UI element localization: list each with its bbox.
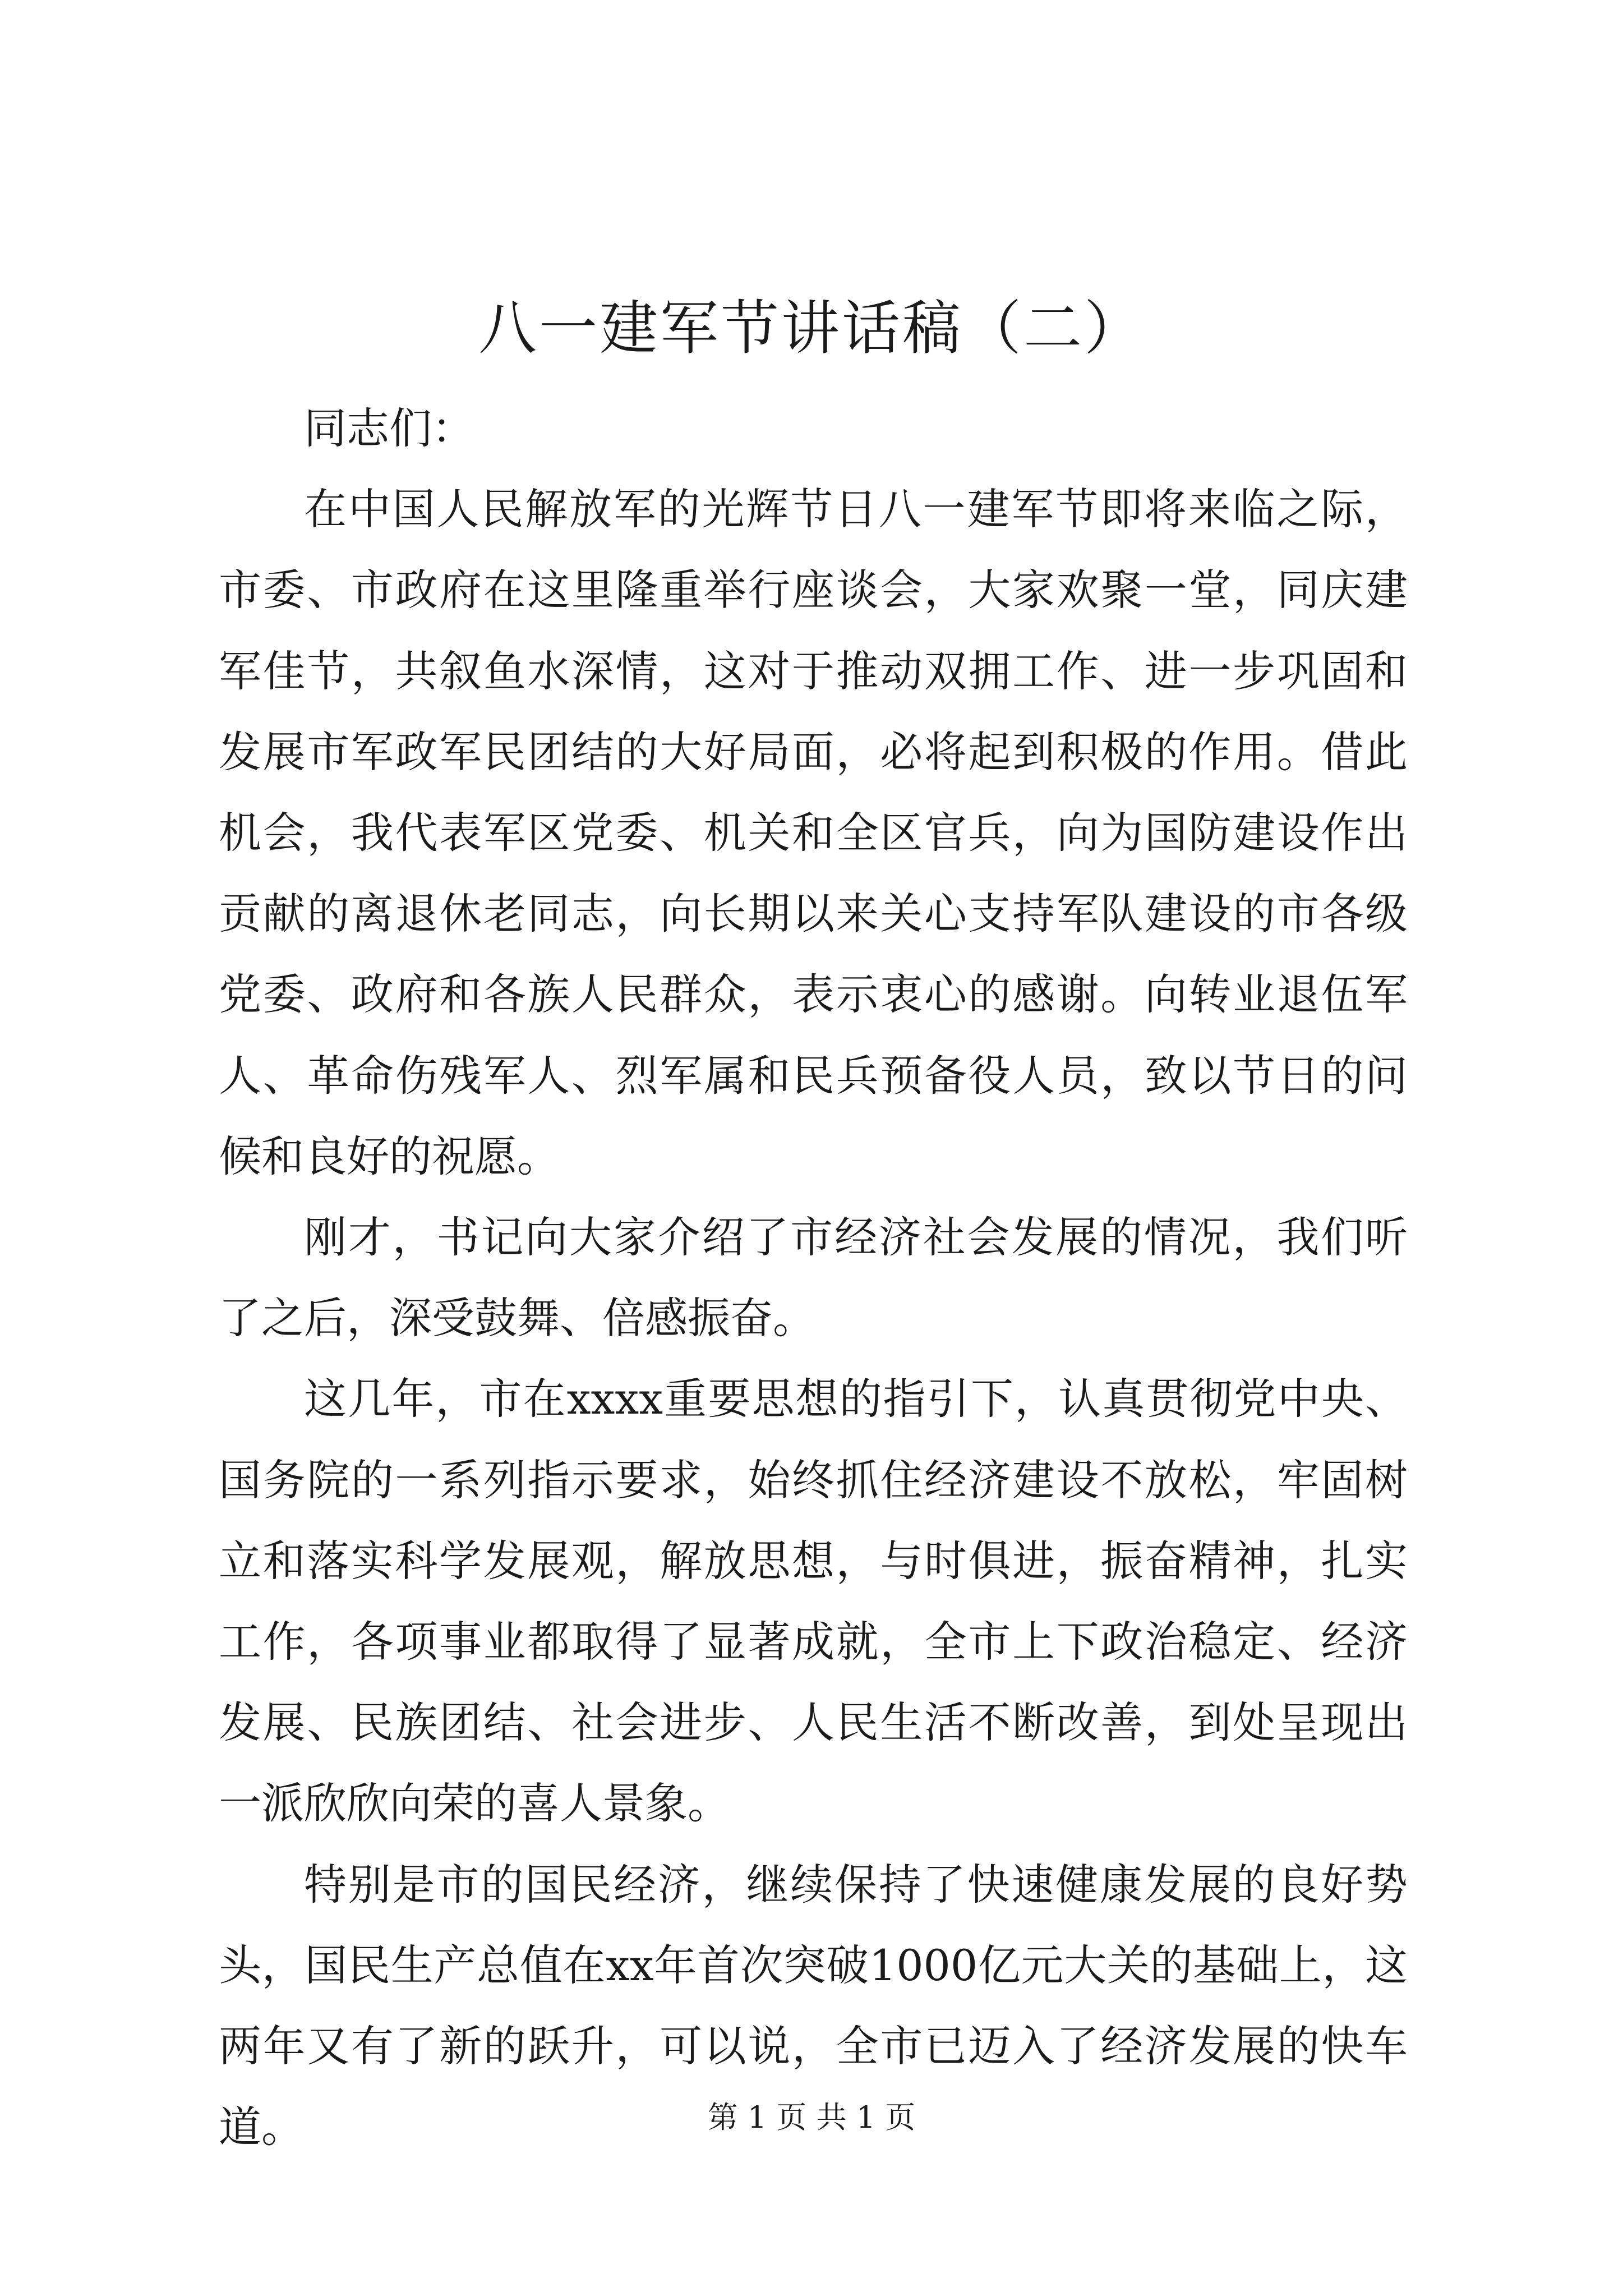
paragraph: 这几年，市在xxxx重要思想的指引下，认真贯彻党中央、国务院的一系列指示要求，始终抓住经济建设不放松，牢固树立和落实科学发展观，解放思想，与时俱进，振奋精神，扎实工作，各项事业都取得了显著成就，全市上下政治稳定、经济发展、民族团结、社会进步、人民生活不断改善，到处呈现出一派欣欣向荣的喜人景象。 xyxy=(219,1374,1408,1829)
salutation: 同志们： xyxy=(304,403,474,453)
page-footer: 第 1 页 共 1 页 xyxy=(707,2100,916,2135)
paragraph: 刚才，书记向大家介绍了市经济社会发展的情况，我们听了之后，深受鼓舞、倍感振奋。 xyxy=(219,1212,1408,1343)
document-body xyxy=(219,388,1408,2168)
paragraph: 在中国人民解放军的光辉节日八一建军节即将来临之际，市委、市政府在这里隆重举行座谈会，大家欢聚一堂，同庆建军佳节，共叙鱼水深情，这对于推动双拥工作、进一步巩固和发展市军政军民团结的大好局面，必将起到积极的作用。借此机会，我代表军区党委、机关和全区官兵，向为国防建设作出贡献的离退休老同志，向长期以来关心支持军队建设的市各级党委、政府和各族人民群众，表示衷心的感谢。向转业退伍军人、革命伤残军人、烈军属和民兵预备役人员，致以节日的问候和良好的祝愿。 xyxy=(219,484,1408,1181)
paragraph: 特别是市的国民经济，继续保持了快速健康发展的良好势头，国民生产总值在xx年首次突破1000亿元大关的基础上，这两年又有了新的跃升，可以说，全市已迈入了经济发展的快车道。 xyxy=(219,1859,1408,2152)
document-title: 八一建军节讲话稿（二） xyxy=(478,294,1145,362)
